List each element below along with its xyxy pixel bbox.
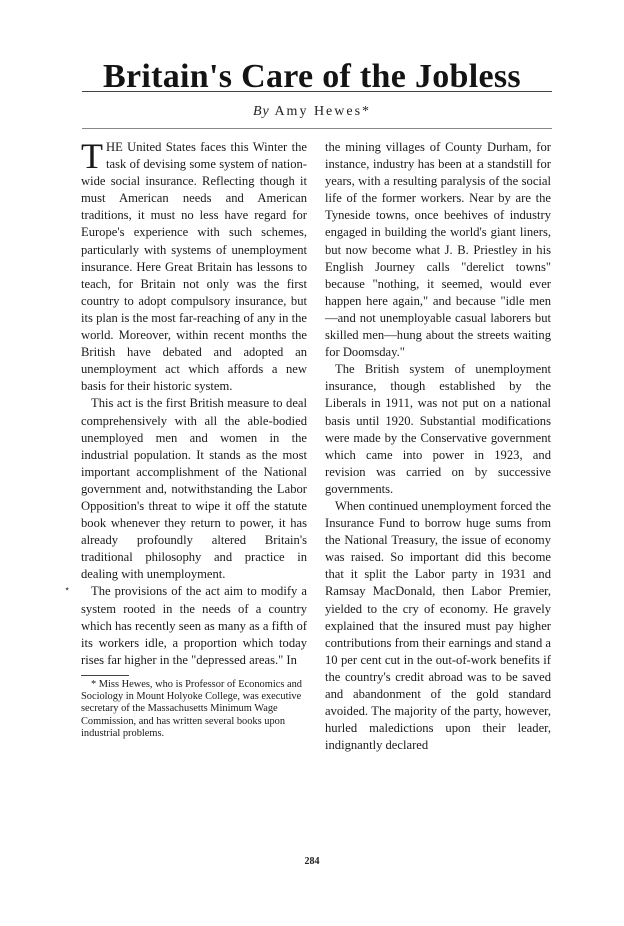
byline-author: Amy Hewes* [274,104,372,119]
footnote-rule [81,675,129,676]
paragraph: THE United States faces this Winter the task of devising some system of nation-wide social insurance. Reflecting though it must American needs and American traditions, it must no less have regard for Europe's experience with such schemes, particularly with systems of unemployment insurance. Here Great Britain has lessons to teach, for Britain not only was the first country to adopt compulsory insurance, but its plan is the most far-reaching of any in the world. Moreover, within recent months the British have debated and adopted an unemployment act which affords a new basis for their historic system. [81,136,307,394]
author-footnote: * Miss Hewes, who is Professor of Economics and Sociology in Mount Holyoke College, was executive secretary of the Massachusetts Minimum Wage Commission, and has written several books upon industrial problems. [81,678,302,739]
paragraph: The provisions of the act aim to modify a system rooted in the needs of a country which has recently seen as many as a fifth of its workers idle, a proportion which today rises far higher in the "depressed areas." In [81,584,307,667]
byline-by: By [252,104,270,119]
paragraph: This act is the first British measure to deal comprehensively with all the able-bodied unemployed men and women in the industrial population. It stands as the most important accomplishment of the National government and, notwithstanding the Labor Opposition's threat to wipe it off the statute book whenever they return to power, it has already profoundly altered Britain's traditional philosophy and practice in dealing with unemployment. [81,396,307,582]
byline-rule [82,128,552,129]
byline [0,104,624,120]
right-column [325,139,551,754]
page-number: 284 [304,856,320,867]
drop-cap: T [81,136,103,176]
paragraph: The British system of unemployment insurance, though established by the Liberals in 1911, was not put on a national basis until 1920. Substantial modifications were made by the Conservative government which came into power in 1923, and revision was carried on by successive governments. [325,362,551,496]
article-title: Britain's Care of the Jobless [103,58,521,95]
paragraph: When continued unemployment forced the Insurance Fund to borrow huge sums from the National Treasury, the issue of economy was raised. So important did this become that it split the Labor party in 1931 and Ramsay MacDonald, then Labor Premier, yielded to the cry of economy. He gravely explained that the insured must pay higher contributions from their earnings and stand a 10 per cent cut in the out-of-work benefits if the country's credit abroad was to be saved and abandonment of the gold standard avoided. The majority of the party, however, hurled maledictions upon their leader, indignantly declared [325,498,551,753]
left-column [81,136,307,740]
paragraph: the mining villages of County Durham, for instance, industry has been at a standstill for years, with a resulting paralysis of the social life of the former workers. Near by are the Tyneside towns, once beehives of industry engaged in building the world's giant liners, but now become what J. B. Priestley in his English Journey calls "derelict towns" because "nothing, it seemed, would ever happen here again," and because "idle men—and not unemployable casual laborers but skilled men—hung about the streets waiting for Doomsday." [325,140,551,360]
title-rule [82,91,552,92]
margin-mark-icon: ⋆ [64,584,71,595]
